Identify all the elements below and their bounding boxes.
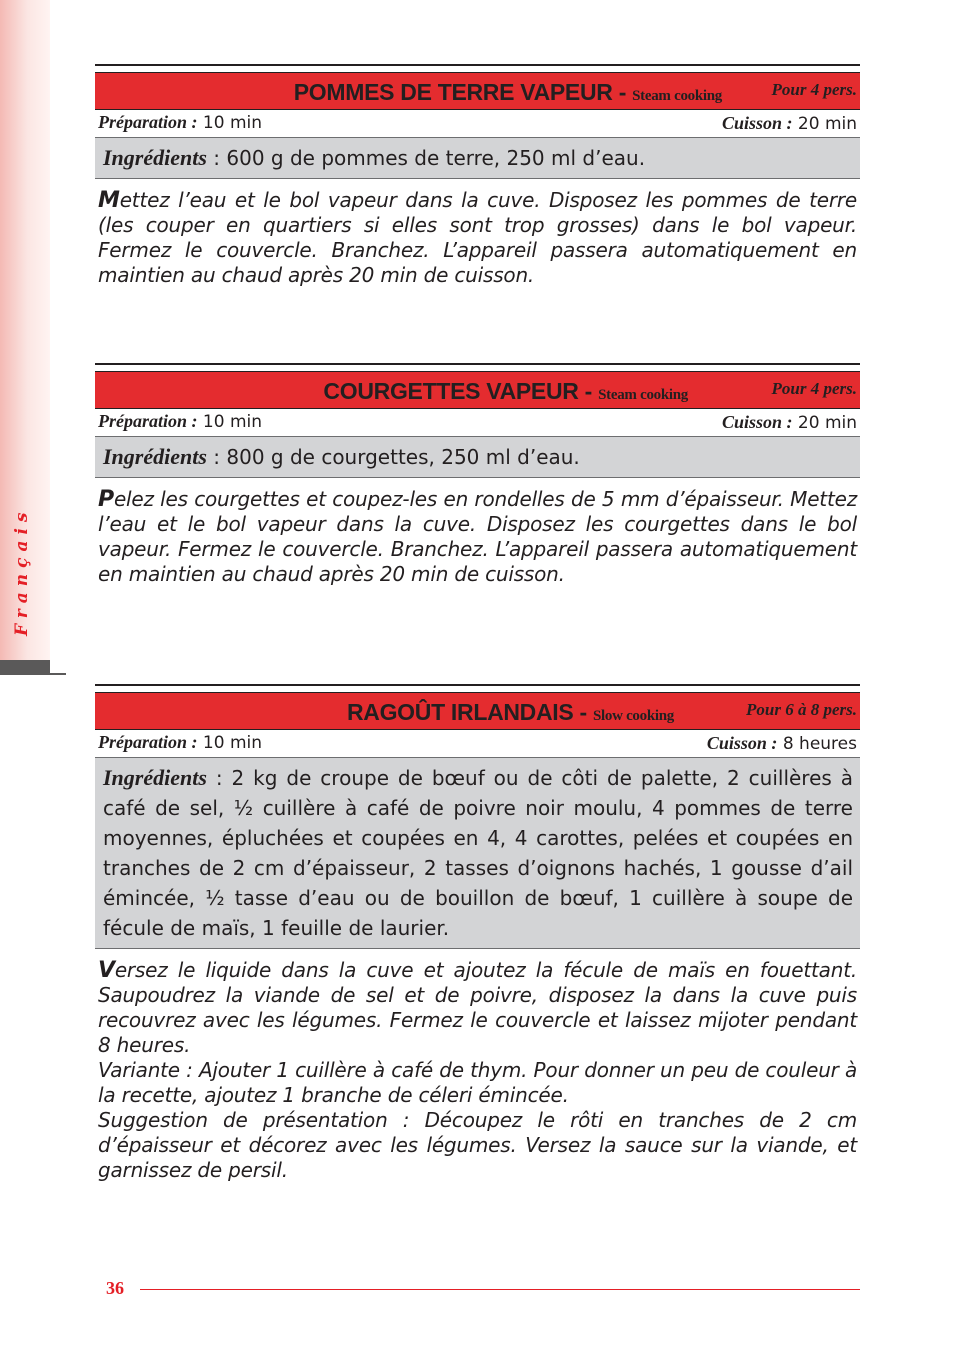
cooking-mode: Steam cooking (632, 88, 722, 104)
method-text: Versez le liquide dans la cuve et ajoutez la fécule de maïs en fouettant. Saupoudrez la viande de sel et de poivre, disposez la dans la cuve puis recouvrez avec les légumes. Fermez le couvercle et laissez mijoter pendant 8 heures. Variante : Ajouter 1 cuillère à café de thym. Pour donner un peu de couleur à la recette, ajoutez 1 branche de céleri émincée. Suggestion de présentation : Découpez le rôti en tranches de 2 cm d’épaisseur et décorez avec les légumes. Versez la sauce sur la viande, et garnissez de persil. (98, 958, 857, 1182)
cooking-time: Cuisson : 20 min (721, 113, 857, 134)
preparation-time: Préparation : 10 min (98, 732, 263, 753)
recipe-title: COURGETTES VAPEUR - Steam cooking (323, 378, 688, 404)
cooking-mode: Steam cooking (598, 387, 688, 403)
servings: Pour 4 pers. (771, 379, 857, 398)
ingredients-box: Ingrédients : 800 g de courgettes, 250 ml d’eau. (95, 436, 860, 478)
recipe-title-bar (95, 692, 860, 730)
ingredients-box: Ingrédients : 600 g de pommes de terre, 250 ml d’eau. (95, 137, 860, 179)
preparation-time: Préparation : 10 min (98, 112, 263, 133)
recipe-title: RAGOÛT IRLANDAIS - Slow cooking (346, 699, 674, 725)
recipe-times (95, 409, 860, 436)
language-tab-bar (0, 660, 50, 675)
ingredients-box: Ingrédients : 2 kg de croupe de bœuf ou de côti de palette, 2 cuillères à café de sel, ½ cuillère à café de poivre noir moulu, 4 pommes de terre moyennes, épluchées et coupées en 4, 4 carottes, pelées et coupées en tranches de 2 cm d’épaisseur, 2 tasses d’oignons hachés, 1 gousse d’ail émincée, ½ tasse d’eau ou de bouillon de bœuf, 1 cuillère à soupe de fécule de maïs, 1 feuille de laurier. (95, 757, 860, 949)
servings: Pour 6 à 8 pers. (746, 700, 857, 719)
page-number: 36 (106, 1278, 124, 1298)
language-tab-line (50, 673, 66, 675)
recipe-top-rule (95, 363, 860, 365)
recipe-title: POMMES DE TERRE VAPEUR - Steam cooking (293, 79, 722, 105)
recipe-top-rule (95, 684, 860, 686)
recipe-times (95, 110, 860, 137)
servings: Pour 4 pers. (771, 80, 857, 99)
recipe-title-bar (95, 371, 860, 409)
recipe-ragout-irlandais (95, 684, 860, 1183)
footer-rule (140, 1289, 860, 1290)
variant-text: Variante : Ajouter 1 cuillère à café de thym. Pour donner un peu de couleur à la recette, ajoutez 1 branche de céleri émincée. (98, 1058, 857, 1107)
language-label: Français (12, 506, 32, 636)
method-text: Pelez les courgettes et coupez-les en rondelles de 5 mm d’épaisseur. Mettez l’eau et le bol vapeur dans la cuve. Disposez les courgettes dans le bol vapeur. Fermez le couvercle. Branchez. L’appareil passera automatiquement en maintien au chaud après 20 min de cuisson. (98, 487, 857, 586)
recipe-pommes-de-terre (95, 64, 860, 288)
cooking-time: Cuisson : 20 min (721, 412, 857, 433)
cooking-mode: Slow cooking (592, 708, 674, 724)
suggestion-text: Suggestion de présentation : Découpez le rôti en tranches de 2 cm d’épaisseur et décorez avec les légumes. Versez la sauce sur la viande, et garnissez de persil. (98, 1108, 857, 1182)
preparation-time: Préparation : 10 min (98, 411, 263, 432)
recipe-top-rule (95, 64, 860, 66)
recipe-courgettes (95, 363, 860, 587)
method-text: Mettez l’eau et le bol vapeur dans la cuve. Disposez les pommes de terre (les couper en quartiers si elles sont trop grosses) dans le bol vapeur. Fermez le couvercle. Branchez. L’appareil passera automatiquement en maintien au chaud après 20 min de cuisson. (98, 188, 857, 287)
recipe-times (95, 730, 860, 757)
recipe-title-bar (95, 72, 860, 110)
cooking-time: Cuisson : 8 heures (706, 733, 857, 754)
